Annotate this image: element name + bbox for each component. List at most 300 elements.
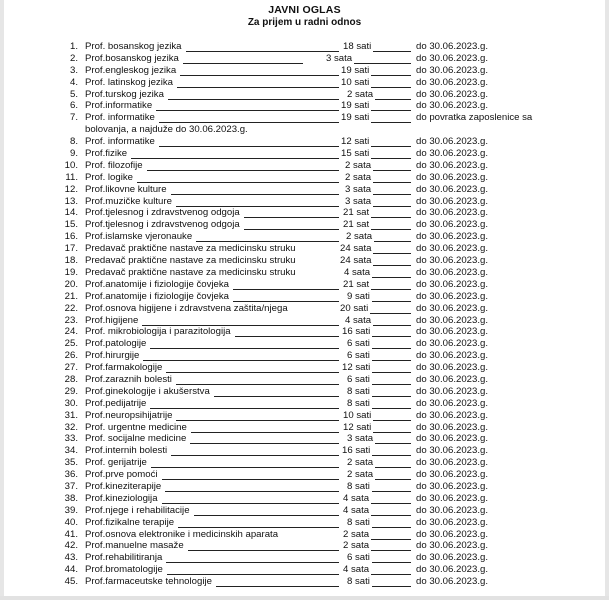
subject-fill-line	[214, 396, 339, 397]
subject-name: Prof. mikrobiologija i parazitologija	[85, 326, 231, 338]
subject-name: Prof.engleskog jezika	[85, 64, 177, 76]
deadline-text: do 30.06.2023.g.	[416, 183, 489, 195]
hours-value: 2 sata	[345, 171, 372, 183]
subject-name: Prof. urgentne medicine	[85, 421, 187, 433]
deadline-text: do 30.06.2023.g.	[416, 338, 489, 350]
subject-fill-line	[159, 122, 339, 123]
hours-fill-line	[371, 122, 411, 123]
hours-value: 24 sata	[340, 255, 372, 267]
list-item	[0, 243, 609, 255]
hours-value: 19 sati	[341, 100, 370, 112]
hours-value: 8 sati	[347, 576, 370, 588]
hours-fill-line	[374, 241, 411, 242]
hours-value: 4 sata	[343, 504, 370, 516]
deadline-text: do 30.06.2023.g.	[416, 231, 489, 243]
hours-fill-line	[371, 503, 411, 504]
item-number: 29.	[64, 385, 78, 397]
hours-value: 4 sata	[343, 564, 370, 576]
list-item	[0, 469, 609, 481]
subject-name: Prof.rehabilitiranja	[85, 552, 163, 564]
hours-fill-line	[372, 372, 411, 373]
subject-name: Prof.muzičke kulture	[85, 195, 172, 207]
item-number: 32.	[64, 421, 78, 433]
subject-fill-line	[171, 194, 339, 195]
subject-fill-line	[244, 229, 339, 230]
item-number: 1.	[69, 41, 78, 52]
list-item	[0, 540, 609, 552]
subject-name: Prof.kineziologija	[85, 492, 158, 504]
item-number: 7.	[69, 112, 78, 124]
item-number: 9.	[69, 148, 78, 160]
deadline-text: do 30.06.2023.g.	[416, 552, 489, 564]
hours-value: 20 sati	[340, 302, 369, 314]
hours-value: 9 sati	[347, 290, 370, 302]
hours-value: 12 sati	[343, 421, 372, 433]
list-item	[0, 517, 609, 529]
deadline-text: do 30.06.2023.g.	[416, 52, 489, 64]
item-number: 11.	[65, 171, 78, 183]
subject-name: Prof. gerijatrije	[85, 457, 147, 469]
list-item	[0, 41, 609, 53]
subject-name: Prof.pedijatrije	[85, 397, 147, 409]
subject-fill-line	[166, 372, 339, 373]
item-number: 26.	[64, 350, 78, 362]
subject-fill-line	[190, 443, 339, 444]
list-item	[0, 350, 609, 362]
hours-value: 6 sati	[347, 552, 370, 564]
subject-name: Prof.fizike	[85, 148, 128, 160]
subject-name: Prof. filozofije	[85, 159, 143, 171]
subject-fill-line	[150, 408, 339, 409]
hours-value: 18 sati	[343, 41, 372, 52]
subject-fill-line	[171, 455, 339, 456]
subject-fill-line	[166, 562, 339, 563]
document-header	[0, 4, 609, 29]
list-item	[0, 386, 609, 398]
list-item	[0, 505, 609, 517]
list-item	[0, 65, 609, 77]
hours-fill-line	[371, 229, 411, 230]
subject-name: Predavač praktične nastave za medicinsku struku	[85, 255, 296, 267]
deadline-text: do 30.06.2023.g.	[416, 195, 489, 207]
hours-fill-line	[371, 289, 411, 290]
hours-fill-line	[354, 63, 411, 64]
deadline-text: do 30.06.2023.g.	[416, 100, 489, 112]
item-number: 22.	[64, 302, 78, 314]
hours-value: 21 sat	[343, 207, 370, 219]
item-number: 44.	[64, 564, 78, 576]
item-number: 43.	[64, 552, 78, 564]
list-item	[0, 481, 609, 493]
subject-fill-line	[168, 99, 339, 100]
deadline-text: do 30.06.2023.g.	[416, 41, 489, 52]
deadline-text: do 30.06.2023.g.	[416, 576, 489, 588]
deadline-text: do 30.06.2023.g.	[416, 136, 489, 148]
list-item	[0, 457, 609, 469]
subject-fill-line	[147, 170, 339, 171]
list-item	[0, 374, 609, 386]
deadline-text: do 30.06.2023.g.	[416, 159, 489, 171]
subject-fill-line	[151, 467, 339, 468]
list-item	[0, 184, 609, 196]
hours-value: 8 sati	[347, 516, 370, 528]
hours-fill-line	[371, 87, 411, 88]
hours-fill-line	[372, 491, 411, 492]
subject-name: Prof.bromatologije	[85, 564, 163, 576]
hours-fill-line	[373, 170, 411, 171]
list-item	[0, 148, 609, 160]
subject-fill-line	[176, 420, 339, 421]
hours-fill-line	[371, 158, 411, 159]
list-item	[0, 207, 609, 219]
hours-value: 3 sata	[326, 52, 353, 64]
item-number: 39.	[64, 504, 78, 516]
item-number: 30.	[64, 397, 78, 409]
position-list	[0, 41, 609, 588]
deadline-text: do 30.06.2023.g.	[416, 457, 489, 469]
hours-fill-line	[372, 360, 411, 361]
subject-name: Prof.higijene	[85, 314, 139, 326]
list-item	[0, 338, 609, 350]
hours-value: 2 sata	[347, 469, 374, 481]
deadline-text: do 30.06.2023.g.	[416, 397, 489, 409]
deadline-text: do 30.06.2023.g.	[416, 243, 489, 255]
deadline-text: do 30.06.2023.g.	[416, 326, 489, 338]
subject-name: Prof.hirurgije	[85, 350, 140, 362]
subject-name: Prof.osnova higijene i zdravstvena zaštita/njega	[85, 302, 288, 314]
list-item	[0, 231, 609, 243]
hours-value: 12 sati	[342, 362, 371, 374]
hours-value: 16 sati	[342, 326, 371, 338]
subject-name: Prof.turskog jezika	[85, 88, 164, 100]
deadline-text: do 30.06.2023.g.	[416, 362, 489, 374]
subject-fill-line	[196, 241, 339, 242]
item-number: 37.	[64, 480, 78, 492]
item-number: 10.	[64, 159, 78, 171]
hours-fill-line	[372, 348, 411, 349]
item-number: 35.	[64, 457, 78, 469]
item-number: 13.	[64, 195, 78, 207]
hours-value: 4 sata	[344, 266, 371, 278]
item-number: 4.	[69, 76, 78, 88]
item-number: 31.	[64, 409, 78, 421]
subject-name: Predavač praktične nastave za medicinsku struku	[85, 243, 296, 255]
document-title: JAVNI OGLAS	[268, 4, 341, 16]
deadline-text: do 30.06.2023.g.	[416, 540, 489, 552]
subject-fill-line	[233, 289, 339, 290]
hours-fill-line	[373, 325, 411, 326]
hours-fill-line	[372, 527, 411, 528]
subject-fill-line	[159, 146, 339, 147]
list-item	[0, 362, 609, 374]
hours-value: 2 sata	[343, 540, 370, 552]
deadline-text: do 30.06.2023.g.	[416, 385, 489, 397]
hours-fill-line	[371, 110, 411, 111]
deadline-text: do 30.06.2023.g.	[416, 516, 489, 528]
hours-value: 2 sata	[346, 231, 373, 243]
deadline-text: do 30.06.2023.g.	[416, 255, 489, 267]
list-item	[0, 77, 609, 89]
item-number: 38.	[64, 492, 78, 504]
item-number: 6.	[69, 100, 78, 112]
hours-fill-line	[372, 586, 411, 587]
hours-value: 2 sata	[347, 457, 374, 469]
deadline-text: do 30.06.2023.g.	[416, 433, 489, 445]
subject-fill-line	[176, 206, 339, 207]
list-item	[0, 445, 609, 457]
hours-value: 3 sata	[347, 433, 374, 445]
subject-fill-line	[194, 515, 339, 516]
deadline-text: do 30.06.2023.g.	[416, 373, 489, 385]
hours-value: 16 sati	[342, 445, 371, 457]
deadline-text: do povratka zaposlenice sa	[416, 112, 533, 124]
subject-fill-line	[178, 527, 339, 528]
hours-value: 19 sati	[341, 112, 370, 124]
hours-value: 12 sati	[341, 136, 370, 148]
subject-name: Prof.fizikalne terapije	[85, 516, 175, 528]
subject-name: Prof.patologije	[85, 338, 147, 350]
hours-value: 2 sata	[345, 159, 372, 171]
hours-fill-line	[371, 515, 411, 516]
subject-fill-line	[156, 110, 339, 111]
subject-fill-line	[162, 479, 339, 480]
subject-fill-line	[183, 63, 303, 64]
hours-fill-line	[372, 408, 411, 409]
item-number: 23.	[64, 314, 78, 326]
subject-fill-line	[244, 217, 339, 218]
subject-name: Predavač praktične nastave za medicinsku struku	[85, 266, 296, 278]
subject-fill-line	[137, 182, 339, 183]
list-item	[0, 136, 609, 148]
hours-fill-line	[372, 301, 411, 302]
item-number: 20.	[64, 278, 78, 290]
subject-name: Prof.islamske vjeronauke	[85, 231, 193, 243]
list-item	[0, 279, 609, 291]
hours-value: 15 sati	[341, 148, 370, 160]
item-number: 17.	[64, 243, 78, 255]
item-number: 14.	[64, 207, 78, 219]
list-item	[0, 172, 609, 184]
hours-value: 19 sati	[341, 64, 370, 76]
subject-name: Prof.farmakologije	[85, 362, 163, 374]
subject-name: Prof.bosanskog jezika	[85, 52, 179, 64]
item-number: 45.	[64, 576, 78, 588]
subject-name: Prof.tjelesnog i zdravstvenog odgoja	[85, 207, 240, 219]
deadline-text: do 30.06.2023.g.	[416, 445, 489, 457]
list-item	[0, 315, 609, 327]
item-number: 18.	[64, 255, 78, 267]
subject-fill-line	[143, 360, 339, 361]
deadline-text: do 30.06.2023.g.	[416, 171, 489, 183]
list-item	[0, 303, 609, 315]
hours-fill-line	[373, 206, 411, 207]
hours-fill-line	[372, 336, 411, 337]
subject-fill-line	[233, 301, 339, 302]
deadline-text: do 30.06.2023.g.	[416, 88, 489, 100]
subject-name: Prof.informatike	[85, 100, 153, 112]
list-item	[0, 196, 609, 208]
deadline-text: do 30.06.2023.g.	[416, 492, 489, 504]
deadline-text: do 30.06.2023.g.	[416, 409, 489, 421]
hours-fill-line	[372, 277, 411, 278]
deadline-text: do 30.06.2023.g.	[416, 148, 489, 160]
subject-fill-line	[167, 574, 339, 575]
hours-value: 21 sat	[343, 278, 370, 290]
subject-name: Prof.internih bolesti	[85, 445, 168, 457]
hours-value: 4 sata	[343, 492, 370, 504]
subject-name: Prof.ginekologije i akušerstva	[85, 385, 210, 397]
list-item	[0, 493, 609, 505]
subject-name: Prof.osnova elektronike i medicinskih aparata	[85, 528, 279, 540]
item-number: 12.	[64, 183, 78, 195]
item-number: 21.	[64, 290, 78, 302]
list-item	[0, 576, 609, 588]
hours-fill-line	[375, 479, 411, 480]
hours-fill-line	[371, 550, 411, 551]
subject-fill-line	[188, 550, 339, 551]
item-number: 25.	[64, 338, 78, 350]
hours-value: 2 sata	[343, 528, 370, 540]
deadline-text: do 30.06.2023.g.	[416, 266, 489, 278]
item-number: 28.	[64, 373, 78, 385]
deadline-text: do 30.06.2023.g.	[416, 314, 489, 326]
subject-fill-line	[235, 336, 339, 337]
subject-name: Prof.neuropsihijatrije	[85, 409, 173, 421]
deadline-text: do 30.06.2023.g.	[416, 290, 489, 302]
list-item	[0, 100, 609, 112]
item-number: 24.	[64, 326, 78, 338]
list-item	[0, 433, 609, 445]
subject-fill-line	[150, 348, 339, 349]
subject-name: Prof.zaraznih bolesti	[85, 373, 172, 385]
deadline-text: do 30.06.2023.g.	[416, 76, 489, 88]
item-number: 33.	[64, 433, 78, 445]
hours-fill-line	[375, 443, 411, 444]
subject-fill-line	[176, 384, 339, 385]
hours-fill-line	[375, 99, 411, 100]
list-item	[0, 564, 609, 576]
hours-fill-line	[372, 455, 411, 456]
item-number: 16.	[64, 231, 78, 243]
subject-name: Prof.kineziterapije	[85, 480, 162, 492]
list-item	[0, 398, 609, 410]
page-edge-bottom	[0, 596, 609, 600]
hours-value: 3 sata	[345, 195, 372, 207]
item-number: 5.	[69, 88, 78, 100]
subject-name: Prof. informatike	[85, 112, 155, 124]
list-item	[0, 53, 609, 65]
hours-fill-line	[373, 432, 411, 433]
hours-fill-line	[373, 182, 411, 183]
deadline-text: do 30.06.2023.g.	[416, 219, 489, 231]
hours-fill-line	[372, 562, 411, 563]
item-number: 40.	[64, 516, 78, 528]
hours-fill-line	[371, 75, 411, 76]
subject-name: Prof. logike	[85, 171, 133, 183]
subject-name: Prof.anatomije i fiziologije čovjeka	[85, 278, 229, 290]
hours-fill-line	[373, 194, 411, 195]
hours-fill-line	[372, 396, 411, 397]
list-item	[0, 552, 609, 564]
subject-name: Prof. latinskog jezika	[85, 76, 173, 88]
subject-name: Prof. socijalne medicine	[85, 433, 187, 445]
hours-fill-line	[372, 384, 411, 385]
hours-value: 8 sati	[347, 385, 370, 397]
hours-value: 6 sati	[347, 373, 370, 385]
deadline-text: do 30.06.2023.g.	[416, 302, 489, 314]
item-number: 36.	[64, 469, 78, 481]
item-number: 41.	[64, 528, 78, 540]
hours-fill-line	[371, 146, 411, 147]
list-item	[0, 89, 609, 101]
item-number: 8.	[69, 136, 78, 148]
subject-name: Prof.likovne kulture	[85, 183, 167, 195]
subject-fill-line	[131, 158, 339, 159]
hours-value: 8 sati	[347, 397, 370, 409]
subject-fill-line	[180, 75, 339, 76]
subject-fill-line	[142, 325, 339, 326]
list-item	[0, 410, 609, 422]
deadline-continuation: bolovanja, a najduže do 30.06.2023.g.	[85, 124, 248, 136]
deadline-text: do 30.06.2023.g.	[416, 421, 489, 433]
subject-name: Prof. bosanskog jezika	[85, 41, 182, 52]
hours-fill-line	[373, 420, 411, 421]
deadline-text: do 30.06.2023.g.	[416, 504, 489, 516]
subject-name: Prof.prve pomoći	[85, 469, 158, 481]
item-number: 2.	[69, 52, 78, 64]
hours-value: 10 sati	[343, 409, 372, 421]
item-number: 15.	[64, 219, 78, 231]
deadline-text: do 30.06.2023.g.	[416, 564, 489, 576]
list-item	[0, 255, 609, 267]
subject-fill-line	[162, 503, 339, 504]
item-number: 27.	[64, 362, 78, 374]
list-item	[0, 291, 609, 303]
subject-fill-line	[165, 491, 339, 492]
hours-fill-line	[373, 51, 411, 52]
hours-value: 24 sata	[340, 243, 372, 255]
list-item	[0, 529, 609, 541]
list-item	[0, 326, 609, 338]
subject-name: Prof. informatike	[85, 136, 155, 148]
deadline-text: do 30.06.2023.g.	[416, 350, 489, 362]
subject-name: Prof.farmaceutske tehnologije	[85, 576, 212, 588]
subject-fill-line	[177, 87, 339, 88]
subject-name: Prof.tjelesnog i zdravstvenog odgoja	[85, 219, 240, 231]
hours-fill-line	[371, 217, 411, 218]
hours-value: 4 sata	[345, 314, 372, 326]
hours-value: 10 sati	[341, 76, 370, 88]
hours-value: 6 sati	[347, 338, 370, 350]
deadline-text: do 30.06.2023.g.	[416, 207, 489, 219]
hours-fill-line	[371, 574, 411, 575]
hours-fill-line	[370, 313, 411, 314]
deadline-text: do 30.06.2023.g.	[416, 528, 489, 540]
subject-fill-line	[191, 432, 339, 433]
item-number: 34.	[64, 445, 78, 457]
hours-fill-line	[373, 265, 411, 266]
hours-value: 2 sata	[347, 88, 374, 100]
subject-fill-line	[186, 51, 339, 52]
subject-name: Prof.anatomije i fiziologije čovjeka	[85, 290, 229, 302]
document-subtitle: Za prijem u radni odnos	[247, 17, 362, 28]
item-number: 3.	[69, 64, 78, 76]
subject-name: Prof.njege i rehabilitacije	[85, 504, 190, 516]
deadline-text: do 30.06.2023.g.	[416, 469, 489, 481]
hours-value: 21 sat	[343, 219, 370, 231]
item-number: 19.	[64, 266, 78, 278]
hours-value: 6 sati	[347, 350, 370, 362]
